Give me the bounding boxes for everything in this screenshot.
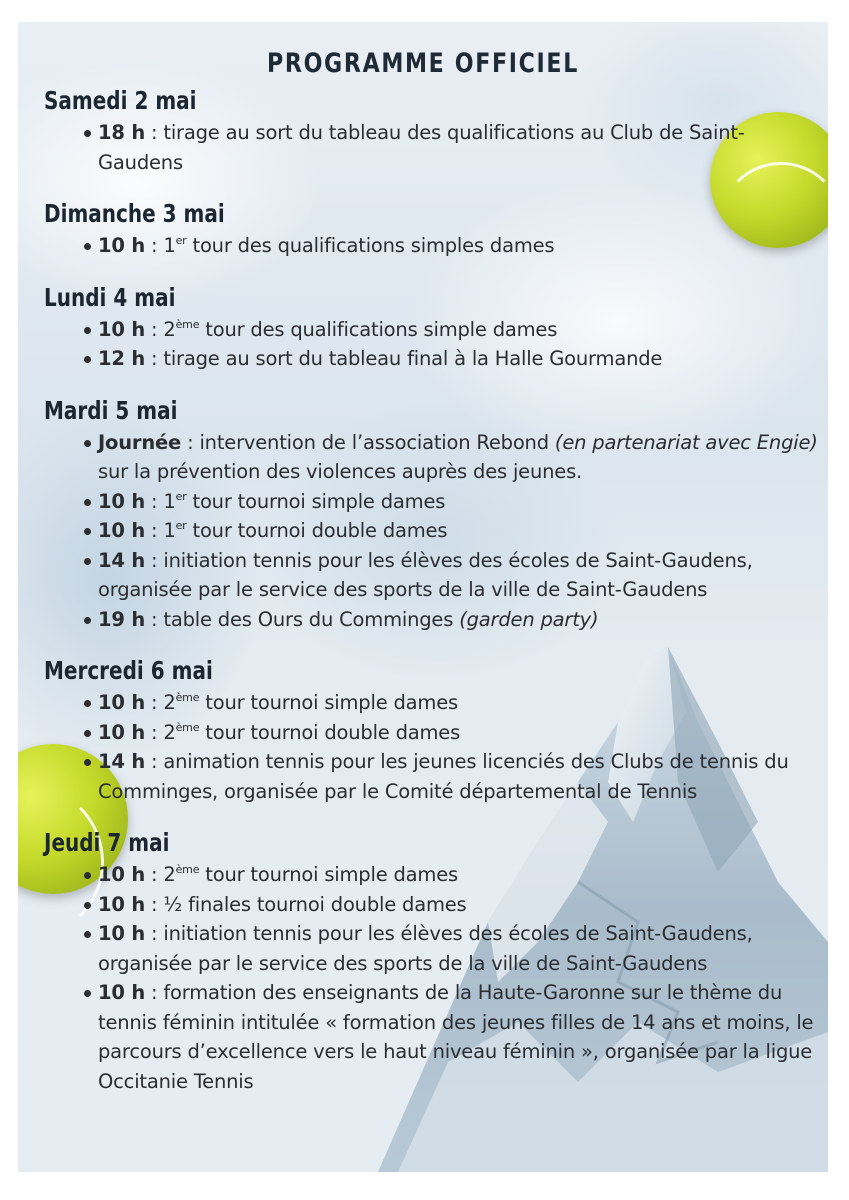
event-time: 10 h — [98, 922, 146, 945]
event-separator: : — [145, 691, 164, 714]
event-time: 10 h — [98, 519, 146, 542]
day-heading: Lundi 4 mai — [44, 282, 176, 312]
event-list — [44, 118, 824, 177]
event-item — [86, 428, 824, 487]
event-time: 10 h — [98, 691, 146, 714]
event-item — [86, 919, 824, 978]
event-item — [86, 118, 824, 177]
event-time: Journée — [98, 430, 182, 454]
event-item — [86, 890, 824, 920]
page-title: PROGRAMME OFFICIEL — [267, 48, 579, 79]
event-description: tour tournoi simple dames — [186, 489, 446, 513]
event-separator: : — [145, 863, 164, 886]
event-item — [86, 231, 824, 261]
event-item — [86, 688, 824, 718]
event-separator: : — [145, 317, 164, 341]
event-separator: : — [145, 892, 164, 916]
event-separator: : — [145, 234, 164, 257]
event-description: tour tournoi double dames — [186, 519, 448, 542]
event-time: 18 h — [98, 121, 146, 144]
event-item — [86, 516, 824, 546]
day-heading: Mercredi 6 mai — [44, 656, 213, 685]
event-list — [44, 688, 824, 806]
event-separator: : — [145, 607, 164, 631]
event-round-suffix: ème — [175, 691, 200, 704]
event-time: 12 h — [98, 347, 146, 370]
event-round-number: 2 — [163, 863, 176, 886]
poster — [18, 22, 828, 1172]
event-item — [86, 718, 824, 748]
event-time: 10 h — [98, 317, 146, 341]
event-round-suffix: er — [175, 519, 187, 532]
event-description: tirage au sort du tableau final à la Halle Gourmande — [163, 347, 663, 370]
event-separator: : — [145, 548, 164, 572]
event-item — [86, 860, 824, 890]
event-time: 10 h — [98, 981, 146, 1004]
event-list — [44, 860, 824, 1096]
event-item — [86, 344, 824, 374]
event-description: tour des qualifications simples dames — [186, 234, 555, 257]
event-round-suffix: ème — [175, 720, 200, 734]
event-description: table des Ours du Comminges — [163, 607, 460, 631]
event-note: (en partenariat avec Engie) — [554, 430, 818, 454]
event-description: tirage au sort du tableau des qualifications au Club de Saint-Gaudens — [98, 121, 745, 174]
event-time: 10 h — [98, 489, 146, 513]
event-round-number: 2 — [163, 317, 176, 341]
event-separator: : — [181, 430, 200, 454]
event-time: 14 h — [98, 548, 146, 572]
event-round-number: 2 — [163, 691, 176, 714]
event-round-suffix: ème — [175, 317, 200, 331]
event-list — [44, 231, 824, 261]
event-time: 10 h — [98, 863, 146, 886]
event-description: initiation tennis pour les élèves des écoles de Saint-Gaudens, organisée par le service des sports de la ville de Saint-Gaudens — [98, 922, 753, 975]
event-round-number: 1 — [163, 519, 176, 542]
event-item — [86, 747, 824, 806]
event-separator: : — [145, 720, 164, 744]
event-time: 10 h — [98, 720, 146, 744]
event-separator: : — [145, 981, 164, 1004]
event-separator: : — [145, 121, 164, 144]
event-description: tour tournoi simple dames — [199, 691, 458, 714]
event-item — [86, 605, 824, 635]
event-description: tour tournoi simple dames — [199, 863, 458, 886]
event-time: 14 h — [98, 750, 146, 773]
event-description-end: sur la prévention des violences auprès des jeunes. — [98, 460, 583, 483]
day-heading: Dimanche 3 mai — [44, 199, 225, 228]
event-separator: : — [145, 519, 164, 542]
event-item — [86, 315, 824, 345]
event-round-number: 1 — [163, 489, 176, 513]
event-round-suffix: ème — [175, 863, 200, 876]
event-separator: : — [145, 750, 164, 773]
event-note: (garden party) — [459, 607, 599, 631]
event-description: animation tennis pour les jeunes licenciés des Clubs de tennis du Comminges, organisée par le Comité départemental de Tennis — [98, 750, 789, 803]
event-description: ½ finales tournoi double dames — [163, 892, 467, 916]
event-separator: : — [145, 922, 164, 945]
event-time: 19 h — [98, 607, 146, 631]
event-description: intervention de l’association Rebond — [199, 430, 555, 454]
event-separator: : — [145, 347, 164, 370]
event-item — [86, 546, 824, 605]
event-item — [86, 487, 824, 517]
event-round-suffix: er — [175, 489, 187, 503]
event-description: formation des enseignants de la Haute-Garonne sur le thème du tennis féminin intitulée « formation des jeunes filles de 14 ans et moins, le parcours d’excellence vers le haut niveau féminin », organisée par la ligue Occitanie Tennis — [98, 981, 814, 1093]
event-list — [44, 315, 824, 374]
event-description: tour des qualifications simple dames — [199, 317, 558, 341]
event-time: 10 h — [98, 892, 146, 916]
day-heading: Samedi 2 mai — [44, 86, 197, 115]
event-list — [44, 428, 824, 635]
event-description: tour tournoi double dames — [199, 720, 461, 744]
day-heading: Mardi 5 mai — [44, 395, 178, 425]
event-separator: : — [145, 489, 164, 513]
programme-list — [44, 84, 824, 1116]
day-heading: Jeudi 7 mai — [44, 828, 170, 857]
event-round-number: 1 — [163, 234, 176, 257]
event-time: 10 h — [98, 234, 146, 257]
event-description: initiation tennis pour les élèves des écoles de Saint-Gaudens, organisée par le service des sports de la ville de Saint-Gaudens — [98, 548, 753, 601]
event-item — [86, 978, 824, 1096]
event-round-number: 2 — [163, 720, 176, 744]
event-round-suffix: er — [175, 234, 187, 247]
